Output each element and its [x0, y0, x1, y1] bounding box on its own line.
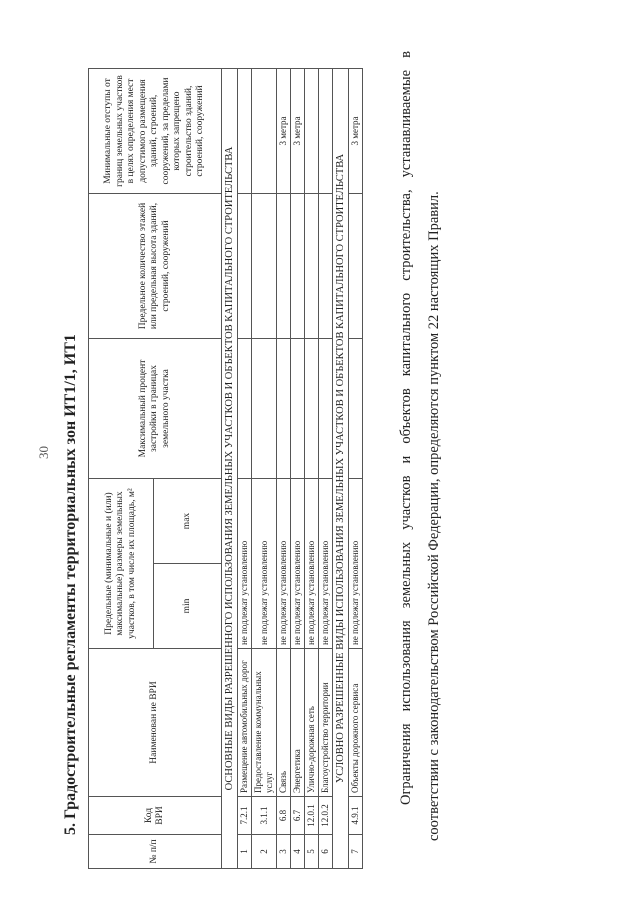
cell-area: не подлежат установлению	[238, 479, 252, 649]
table-row	[238, 69, 252, 869]
cell-name: Связь	[277, 649, 291, 797]
header-num: № п/п	[89, 835, 222, 869]
cell-num: 3	[277, 835, 291, 869]
page-title: 5. Градостроительные регламенты территориальных зон ИТ1/1, ИТ1	[62, 334, 79, 835]
cell-num: 7	[349, 835, 363, 869]
cell-percent	[319, 339, 333, 479]
cell-code: 6.8	[277, 797, 291, 835]
cell-floors	[238, 194, 252, 339]
cell-setback	[319, 69, 333, 194]
header-setback: Минимальные отступы от границ земельных участков в целях определения мест допустимого размещения зданий, строений, сооружений, за пределами которых запрещено строительство зданий, строений, сооружений	[89, 69, 222, 194]
table-row	[277, 69, 291, 869]
cell-floors	[291, 194, 305, 339]
cell-name: Размещение автомобильных дорог	[238, 649, 252, 797]
cell-percent	[305, 339, 319, 479]
table-row	[305, 69, 319, 869]
cell-name: Объекты дорожного сервиса	[349, 649, 363, 797]
regulations-table	[88, 68, 363, 869]
cell-percent	[238, 339, 252, 479]
cell-percent	[349, 339, 363, 479]
cell-floors	[349, 194, 363, 339]
cell-num: 4	[291, 835, 305, 869]
table-row	[319, 69, 333, 869]
cell-code: 3.1.1	[252, 797, 277, 835]
cell-num: 1	[238, 835, 252, 869]
cell-area: не подлежат установлению	[305, 479, 319, 649]
cell-area: не подлежат установлению	[349, 479, 363, 649]
header-min: min	[154, 564, 222, 649]
cell-setback: 3 метра	[277, 69, 291, 194]
header-floors: Предельное количество этажей или предельная высота зданий, строений, сооружений	[89, 194, 222, 339]
cell-floors	[277, 194, 291, 339]
header-name: Наименован ие ВРИ	[89, 649, 222, 797]
section-conditional-heading: УСЛОВНО РАЗРЕШЕННЫЕ ВИДЫ ИСПОЛЬЗОВАНИЯ ЗЕМЕЛЬНЫХ УЧАСТКОВ И ОБЪЕКТОВ КАПИТАЛЬНОГО СТРОИТЕЛЬСТВА	[333, 69, 349, 869]
cell-code: 6.7	[291, 797, 305, 835]
cell-code: 12.0.2	[319, 797, 333, 835]
cell-name: Улично-дорожная сеть	[305, 649, 319, 797]
cell-setback	[305, 69, 319, 194]
header-max: max	[154, 479, 222, 564]
cell-area: не подлежат установлению	[319, 479, 333, 649]
cell-setback	[238, 69, 252, 194]
cell-percent	[291, 339, 305, 479]
cell-setback: 3 метра	[349, 69, 363, 194]
cell-area: не подлежат установлению	[277, 479, 291, 649]
page-number: 30	[36, 446, 51, 459]
table-row	[349, 69, 363, 869]
cell-num: 2	[252, 835, 277, 869]
section-main-heading: ОСНОВНЫЕ ВИДЫ РАЗРЕШЕННОГО ИСПОЛЬЗОВАНИЯ ЗЕМЕЛЬНЫХ УЧАСТКОВ И ОБЪЕКТОВ КАПИТАЛЬНОГО СТРОИТЕЛЬСТВА	[222, 69, 238, 869]
cell-name: Энергетика	[291, 649, 305, 797]
cell-name: Благоустройство территории	[319, 649, 333, 797]
header-area: Предельные (минимальные и (или) максимальные) размеры земельных участков, в том числе их площадь, м²	[89, 479, 154, 649]
cell-floors	[305, 194, 319, 339]
cell-name: Предоставление коммунальных услуг	[252, 649, 277, 797]
restrictions-paragraph: Ограничения использования земельных участков и объектов капитального строительства, устанавливаемые в соответствии с законодательством Российской Федерации, определяются пунктом 22 настоящих Правил.	[398, 51, 442, 841]
header-code: Код ВРИ	[89, 797, 222, 835]
cell-percent	[277, 339, 291, 479]
cell-code: 4.9.1	[349, 797, 363, 835]
cell-setback: 3 метра	[291, 69, 305, 194]
cell-floors	[319, 194, 333, 339]
cell-setback	[252, 69, 277, 194]
cell-area: не подлежат установлению	[291, 479, 305, 649]
cell-area: не подлежат установлению	[252, 479, 277, 649]
table-row	[252, 69, 277, 869]
cell-floors	[252, 194, 277, 339]
table-row	[291, 69, 305, 869]
cell-num: 6	[319, 835, 333, 869]
header-percent: Максимальный процент застройки в границах земельного участка	[89, 339, 222, 479]
cell-num: 5	[305, 835, 319, 869]
cell-percent	[252, 339, 277, 479]
cell-code: 12.0.1	[305, 797, 319, 835]
cell-code: 7.2.1	[238, 797, 252, 835]
